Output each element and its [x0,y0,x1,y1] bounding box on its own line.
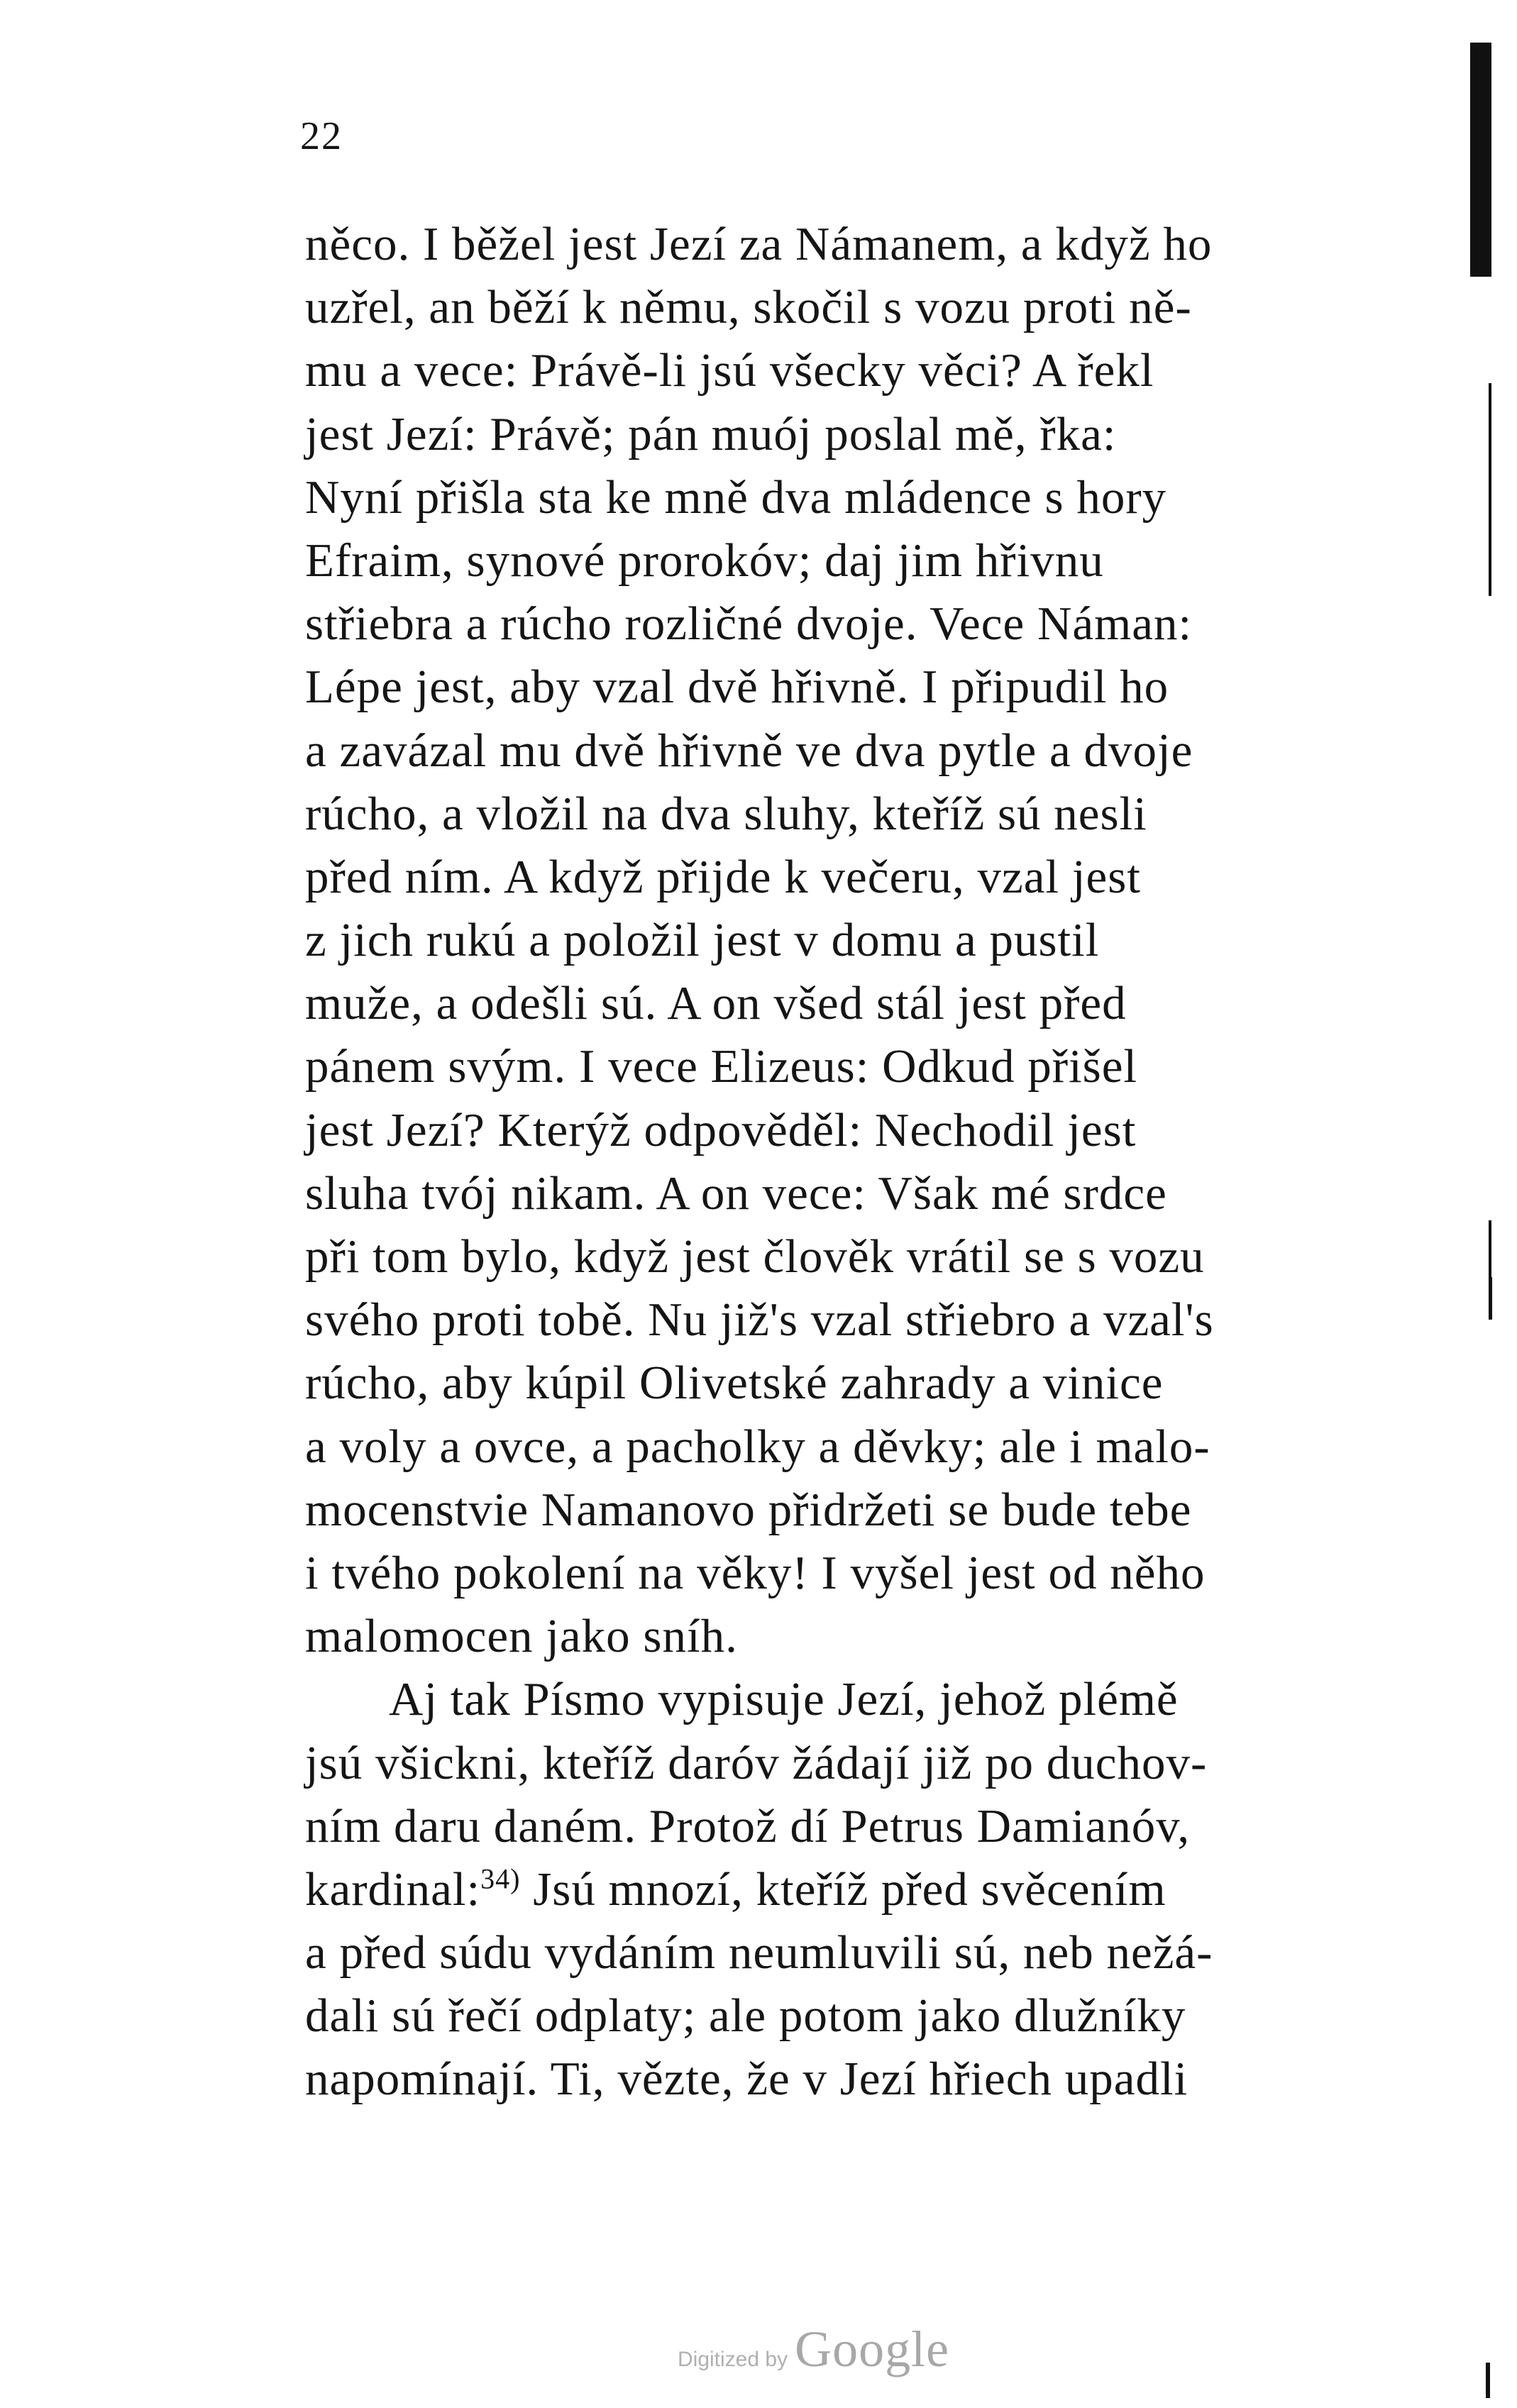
text-line [305,1415,1426,1479]
text-line [305,1225,1426,1288]
line-text: kardinal: [305,1862,481,1916]
text-line [305,1984,1426,2048]
line-text: Nyní přišla sta ke mně dva mládence s hory [305,470,1167,524]
line-text: mu a vece: Právě-li jsú všecky věci? A řekl [305,344,1154,397]
line-text: muže, a odešli sú. A on všed stál jest před [305,977,1127,1030]
text-line [305,1795,1426,1858]
text-line [305,1605,1426,1668]
line-text: malomocen jako sníh. [305,1610,738,1663]
text-line [305,1162,1426,1225]
scan-edge-mark [1486,2363,1490,2398]
scan-edge-mark [1470,43,1491,277]
text-line [305,1858,1426,1921]
line-text: a voly a ovce, a pacholky a děvky; ale i malo- [305,1420,1210,1473]
line-text: i tvého pokolení na věky! I vyšel jest od něho [305,1546,1206,1599]
text-line [305,1479,1426,1542]
line-text: střiebra a rúcho rozličné dvoje. Vece Náman: [305,597,1193,651]
body-text [305,213,1426,2111]
line-text: jest Jezí: Právě; pán muój poslal mě, řka: [305,407,1117,460]
text-line [305,1099,1426,1162]
line-text: a zavázal mu dvě hřivně ve dva pytle a dvoje [305,724,1193,777]
line-text: jest Jezí? Kterýž odpověděl: Nechodil jest [305,1103,1137,1156]
line-text: před ním. A když přijde k večeru, vzal jest [305,850,1141,903]
line-text: rúcho, a vložil na dva sluhy, kteříž sú nesli [305,787,1147,840]
text-line [305,592,1426,656]
line-text: pánem svým. I vece Elizeus: Odkud přišel [305,1040,1138,1093]
footnote-reference[interactable]: 34) [480,1862,521,1895]
line-text: ním daru daném. Protož dí Petrus Damianóv, [305,1799,1191,1852]
line-text: sluha tvój nikam. A on vece: Však mé srdce [305,1166,1167,1220]
digitized-watermark [678,2320,949,2379]
line-text: svého proti tobě. Nu již's vzal střiebro a vzal's [305,1293,1214,1347]
line-text: a před súdu vydáním neumluvili sú, neb nežá- [305,1926,1213,1979]
text-line [305,1352,1426,1415]
text-line [305,1668,1426,1731]
line-text: napomínají. Ti, vězte, že v Jezí hřiech upadli [305,2053,1188,2106]
text-line [305,1732,1426,1795]
scan-edge-mark [1489,1277,1492,1320]
line-text: Aj tak Písmo vypisuje Jezí, jehož plémě [389,1673,1179,1726]
line-text: jsú všickni, kteříž daróv žádají již po duchov- [305,1736,1208,1789]
text-line [305,2048,1426,2111]
text-line [305,339,1426,402]
line-text-continued: Jsú mnozí, kteříž před svěcením [520,1862,1166,1916]
watermark-prefix: Digitized by [678,2348,788,2371]
line-text: něco. I běžel jest Jezí za Námanem, a když ho [305,218,1213,270]
line-text: při tom bylo, když jest člověk vrátil se s vozu [305,1230,1205,1283]
text-line [305,276,1426,339]
text-line [305,1542,1426,1605]
scan-edge-mark [1489,383,1491,596]
text-line [305,529,1426,592]
text-line [305,1288,1426,1352]
line-text: z jich rukú a položil jest v domu a pustil [305,914,1100,967]
text-line [305,213,1426,276]
line-text: Efraim, synové prorokóv; daj jim hřivnu [305,534,1104,587]
line-text: dali sú řečí odplaty; ale potom jako dlužníky [305,1989,1186,2043]
text-line [305,783,1426,846]
page-number: 22 [300,114,343,158]
text-line [305,403,1426,466]
text-line [305,972,1426,1035]
line-text: Lépe jest, aby vzal dvě hřivně. I připudil ho [305,661,1169,714]
text-line [305,656,1426,719]
text-line [305,909,1426,972]
text-line [305,466,1426,529]
scan-edge-mark [1489,1220,1491,1284]
text-line [305,719,1426,783]
text-line [305,1921,1426,1984]
line-text: rúcho, aby kúpil Olivetské zahrady a vinice [305,1357,1164,1410]
line-text: mocenstvie Namanovo přidržeti se bude tebe [305,1483,1192,1536]
text-line [305,846,1426,909]
google-logo: Google [795,2321,950,2377]
line-text: uzřel, an běží k němu, skočil s vozu proti ně- [305,281,1192,334]
text-line [305,1035,1426,1098]
